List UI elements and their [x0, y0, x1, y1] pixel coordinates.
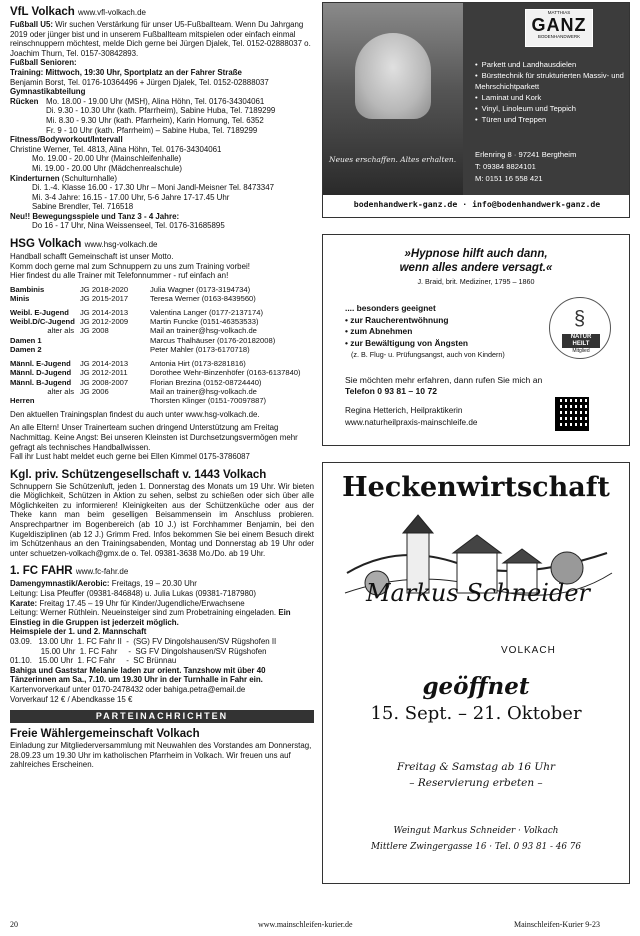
team-trainer: Peter Mahler (0173-6170718)	[150, 345, 250, 355]
service-item: • Laminat und Kork	[475, 92, 625, 103]
table-row	[10, 378, 314, 387]
kinder-label: Kinderturnen	[10, 173, 60, 183]
team-trainer: Teresa Werner (0163-8439560)	[150, 294, 256, 304]
ad-heckenwirtschaft	[322, 462, 630, 884]
dame-line	[10, 579, 314, 589]
table-row	[10, 387, 314, 396]
dame-text: Freitags, 19 – 20.30 Uhr	[111, 579, 197, 589]
team-year: JG 2008-2007	[80, 377, 129, 387]
team-team: Weibl.D/C-Jugend	[10, 317, 75, 327]
team-year: JG 2008	[80, 326, 109, 336]
vfl-u5	[10, 20, 314, 58]
fcfahr-url[interactable]: www.fc-fahr.de	[75, 567, 129, 577]
fcfahr-title: 1. FC FAHR	[10, 565, 73, 578]
hsg-eltern-contact: Fall ihr Lust habt meldet euch gerne bei Ellen Kimmel 0175-3786087	[10, 452, 250, 462]
seal-member: Mitglied	[572, 348, 590, 354]
table-row	[10, 326, 314, 335]
kgl-title: Kgl. priv. Schützengesellschaft v. 1443 Volkach	[10, 468, 267, 481]
team-trainer: Dorothee Wehr-Binzenhöfer (0163-6137840)	[150, 368, 301, 378]
leitung2-line	[10, 608, 314, 627]
team-trainer: Mail an trainer@hsg-volkach.de	[150, 326, 257, 336]
ruecken-line: Mi. 8.30 - 9.30 Uhr (kath. Pfarrheim), Karin Hornung, Tel. 6352	[46, 115, 264, 125]
team-trainer: Martin Funcke (0151-46353533)	[150, 317, 259, 327]
ganz-info-panel	[463, 3, 630, 195]
left-column	[10, 2, 314, 770]
hecken-dates: 15. Sept. – 21. Oktober	[370, 703, 582, 724]
ruecken-label: Rücken	[10, 96, 39, 106]
team-trainer: Marcus Thalhäuser (0176-20182008)	[150, 335, 276, 345]
ganz-contact	[475, 149, 576, 185]
ganz-tel: T: 09384 8824101	[475, 162, 536, 171]
neu-label: Neu!! Bewegungsspiele und Tanz 3 - 4 Jahre:	[10, 211, 180, 221]
hecken-address	[323, 823, 629, 855]
senioren-contact: Benjamin Borst, Tel. 0176-10364496 + Jürgen Djalek, Tel. 0152-02888037	[10, 77, 269, 87]
u5-label: Fußball U5:	[10, 20, 53, 29]
hsg-url[interactable]: www.hsg-volkach.de	[84, 240, 158, 250]
service-item: • Parkett und Landhausdielen	[475, 59, 625, 70]
team-trainer: Julia Wagner (0173-3194734)	[150, 284, 251, 294]
team-year: JG 2012-2009	[80, 317, 129, 327]
logo-sub: BODENHANDWERK	[537, 34, 581, 39]
team-trainer: Thorsten Klinger (0151-70097887)	[150, 396, 267, 406]
karate-line	[10, 599, 314, 609]
quote-author: J. Braid, brit. Mediziner, 1795 – 1860	[417, 277, 535, 286]
page-number: 20	[10, 920, 18, 929]
seal-text: NATUR HEILT	[562, 334, 600, 348]
team-team: Herren	[10, 396, 35, 406]
list-item: • zur Bewältigung von Ängsten	[345, 338, 505, 350]
table-row	[10, 285, 314, 294]
hsg-intro: Hier findest du alle Trainer mit Telefonnummer - ruf einfach an!	[10, 271, 229, 281]
team-team: Damen 2	[10, 345, 42, 355]
service-item: • Vinyl, Linoleum und Teppich	[475, 103, 625, 114]
team-team: Männl. B-Jugend	[10, 377, 72, 387]
hecken-times	[323, 759, 629, 791]
senioren-label: Fußball Senioren:	[10, 58, 77, 68]
aesculap-icon: §	[574, 308, 586, 330]
list-small: (z. B. Flug- u. Prüfungsangst, auch von Kindern)	[351, 350, 505, 359]
kgl-text: Schnuppern Sie Schützenluft, jeden 1. Donnerstag des Monats um 19 Uhr. Wir bieten die Möglichkeit, Schützen in Aktion zu sehen, selbst zu schießen oder sich über alle Möglichkeiten zu informieren! Kleinigkeiten aus der Schützenküche oder aus der Theke kann man beim geselligen Beisammensein im Anschluss probieren. Ansprechpartner im Bogenbereich (ab 10 J.) ist Forchhammer Benjamin, bei den Kugeldisziplinen (ab 12 J.) Grimm Fred. Infos bekommen Sie bei einem Besuch direkt im Schützenhaus an den Trainingsabenden, Montag und Donnerstag ab 19 Uhr oder unter schuetzen-volkach@gmx.de o. Tel. 09381-3638 Mo./Do. ab 19 Uhr.	[10, 481, 314, 558]
hsg-intro: Komm doch gerne mal zum Schnuppern zu uns zum Training vorbei!	[10, 261, 250, 271]
ruecken-block	[10, 97, 314, 135]
ganz-web[interactable]: bodenhandwerk-ganz.de · info@bodenhandwerk-ganz.de	[353, 199, 601, 209]
time-line: – Reservierung erbeten –	[409, 777, 543, 789]
fitness-line: Mo. 19.00 - 20.00 Uhr (Mainschleifenhalle)	[32, 154, 182, 164]
bahiga-bold: Bahiga und Gaststar Melanie laden zur orient. Tanzshow mit über 40 Tänzerinnen am Sa., 7.10. um 19.30 Uhr in der Turnhalle in Fahr ein.	[10, 665, 266, 685]
hypnose-sign	[345, 405, 477, 429]
vfl-url[interactable]: www.vfl-volkach.de	[77, 8, 146, 17]
fitness-line: Mi. 19.00 - 20.00 Uhr (Mädchenrealschule)	[32, 163, 182, 173]
team-trainer: Antonia Hirt (0173-8281816)	[150, 358, 246, 368]
hypnose-name: Regina Hetterich, Heilpraktikerin	[345, 406, 463, 415]
u5-text: Wir suchen Verstärkung für unser U5-Fußballteam. Wenn Du Jahrgang 2019 oder jünger bist und in unserem Fußballteam mitspielen oder einfach einmal reinschnuppern möchtest, melde Dich gerne bei Jürgen Djalek, Tel. 0152-02888037 o. Joachim Thurn, Tel. 0157-30842893.	[10, 20, 311, 58]
hypnose-quote	[323, 247, 629, 275]
parteinachrichten-bar: PARTEINACHRICHTEN	[10, 710, 314, 723]
table-row	[10, 368, 314, 377]
team-trainer: Florian Brezina (0152-08724440)	[150, 377, 262, 387]
list-item: • zum Abnehmen	[345, 326, 505, 338]
fitness-contact: Christine Werner, Tel. 4813, Alina Höhn, Tel. 0176-34304061	[10, 144, 222, 154]
team-team: Männl. D-Jugend	[10, 368, 72, 378]
vfl-heading	[10, 5, 314, 20]
hsg-team-table	[10, 285, 314, 406]
kinder-line: Sabine Brendler, Tel. 716518	[32, 202, 134, 212]
ruecken-line: Di. 9.30 - 10.30 Uhr (kath. Pfarrheim), Sabine Huba, Tel. 7189299	[46, 106, 276, 116]
gym-label: Gymnastikabteilung	[10, 87, 86, 97]
kinder-heading	[10, 174, 314, 184]
team-team: Minis	[10, 294, 30, 304]
list-item: • zur Raucherentwöhnung	[345, 315, 505, 327]
kinder-line: Mi. 3-4 Jahre: 16.15 - 17.00 Uhr, 5-6 Jahre 17-17.45 Uhr	[32, 192, 230, 202]
dame-label: Damengymnastik/Aerobic:	[10, 579, 110, 589]
senioren-training: Training: Mittwoch, 19:30 Uhr, Sportplatz an der Fahrer Straße	[10, 67, 242, 77]
hsg-title: HSG Volkach	[10, 238, 82, 251]
team-year: JG 2014-2013	[80, 358, 129, 368]
addr-line: Weingut Markus Schneider · Volkach	[393, 826, 559, 836]
ad-hypnose	[322, 234, 630, 446]
fitness-label: Fitness/Bodyworkout/Intervall	[10, 135, 123, 145]
ganz-mobile: M: 0151 16 558 421	[475, 174, 543, 183]
naturheilt-seal	[549, 297, 611, 359]
team-year: JG 2014-2013	[80, 307, 129, 317]
service-item: • Türen und Treppen	[475, 114, 625, 125]
table-row	[10, 336, 314, 345]
team-year: JG 2018-2020	[80, 284, 129, 294]
list-lead: .... besonders geeignet	[345, 303, 436, 313]
team-year	[80, 336, 150, 345]
team-year: JG 2012-2011	[80, 368, 128, 378]
ruecken-line: Mo. 18.00 - 19.00 Uhr (MSH), Alina Höhn, Tel. 0176-34304061	[46, 96, 265, 106]
partei-text: Einladung zur Mitgliederversammlung mit Neuwahlen des Vorstandes am Donnerstag, 28.09.23 um 19.30 Uhr im katholischen Pfarrheim in Volkach. Wir freuen uns auf zahlreiches Erscheinen.	[10, 741, 312, 770]
hypnose-list	[345, 303, 505, 361]
table-row	[10, 294, 314, 303]
footer-url[interactable]: www.mainschleifen-kurier.de	[258, 920, 353, 929]
hypnose-ask	[345, 375, 615, 397]
quote-line: »Hypnose hilft auch dann,	[404, 248, 548, 260]
ganz-tagline: Neues erschaffen. Altes erhalten.	[329, 155, 457, 164]
kinder-line: Di. 1.-4. Klasse 16.00 - 17.30 Uhr – Moni Jandl-Meisner Tel. 8473347	[32, 183, 274, 193]
qr-code-icon	[555, 397, 589, 431]
team-team: alter als	[47, 326, 74, 336]
heim-label: Heimspiele der 1. und 2. Mannschaft	[10, 627, 147, 637]
game-row: 03.09. 13.00 Uhr 1. FC Fahr II - (SG) FV Dingolshausen/SV Rügshofen II	[10, 637, 277, 646]
team-trainer: Mail an trainer@hsg-volkach.de	[150, 386, 257, 396]
vorverkauf: Vorverkauf 12 € / Abendkasse 15 €	[10, 694, 133, 704]
ad-ganz	[322, 2, 630, 218]
team-year	[80, 396, 150, 405]
ganz-service-list	[475, 59, 625, 125]
hsg-intro: Handball schafft Gemeinschaft ist unser Motto.	[10, 252, 174, 262]
hsg-eltern: An alle Eltern! Unser Trainerteam suchen dringend Unterstützung am Freitag Nachmittag. Keine Angst: Bei unseren Kleinsten ist Durchsetzungsvermögen mehr gefragt als technisches Handballwissen.	[10, 423, 298, 452]
hecken-title: Heckenwirtschaft	[342, 472, 610, 503]
team-team: Damen 1	[10, 335, 42, 345]
team-team: Bambinis	[10, 284, 45, 294]
logo-top: MATTHIAS	[547, 10, 571, 15]
vfl-title: VfL Volkach	[10, 6, 75, 18]
footer-issue: Mainschleifen-Kurier 9-23	[514, 920, 600, 929]
team-team: Männl. E-Jugend	[10, 358, 71, 368]
table-row	[10, 396, 314, 405]
time-line: Freitag & Samstag ab 16 Uhr	[396, 761, 556, 773]
table-row	[10, 359, 314, 368]
leitung1: Leitung: Lisa Pfeuffer (09381-846848) u. Julia Lukas (09381-7187980)	[10, 589, 256, 599]
hypnose-phone: Telefon 0 93 81 – 10 72	[345, 386, 438, 396]
ganz-address: Erlenring 8 · 97241 Bergtheim	[475, 150, 577, 159]
quote-line: wenn alles andere versagt.«	[399, 262, 553, 274]
game-row: 15.00 Uhr 1. FC Fahr - SG FV Dingolshausen/SV Rügshofen	[10, 646, 267, 656]
addr-line: Mittlere Zwingergasse 16 · Tel. 0 93 81 - 46 76	[371, 842, 581, 852]
neu-line: Do 16 - 17 Uhr, Nina Weissenseel, Tel. 0176-31685895	[32, 221, 225, 231]
bahiga-text: Kartenvorverkauf unter 0170-2478432 oder bahiga.petra@email.de	[10, 684, 246, 694]
ask-text: Sie möchten mehr erfahren, dann rufen Sie mich an	[345, 375, 543, 385]
hecken-place: VOLKACH	[501, 645, 556, 656]
hsg-heading	[10, 237, 314, 252]
karate-text: Freitag 17.45 – 19 Uhr für Kinder/Jugendliche/Erwachsene	[39, 598, 245, 608]
baby-feet-photo	[323, 3, 463, 195]
right-column	[322, 2, 630, 884]
feet-shape	[355, 33, 431, 119]
team-year	[80, 345, 150, 354]
service-item: • Bürsttechnik für strukturierten Massiv- und Mehrschichtparkett	[475, 70, 625, 92]
team-team: Weibl. E-Jugend	[10, 307, 69, 317]
team-year: JG 2006	[80, 386, 109, 396]
team-team: alter als	[47, 386, 74, 396]
table-row	[10, 317, 314, 326]
hecken-open: geöffnet	[422, 673, 530, 700]
kinder-note: (Schulturnhalle)	[61, 173, 118, 183]
einstieg: Ein Einstieg in die Gruppen ist jederzeit möglich.	[10, 608, 291, 627]
hypnose-web[interactable]: www.naturheilpraxis-mainschleife.de	[345, 418, 478, 427]
hsg-plan: Den aktuellen Trainingsplan findest du auch unter www.hsg-volkach.de.	[10, 409, 260, 419]
hecken-signature: Markus Schneider	[365, 579, 590, 607]
table-row	[10, 308, 314, 317]
table-row	[10, 345, 314, 354]
team-trainer: Valentina Langer (0177-2137174)	[150, 307, 264, 317]
karate-label: Karate:	[10, 598, 38, 608]
logo-name: GANZ	[531, 15, 587, 35]
partei-title: Freie Wählergemeinschaft Volkach	[10, 728, 200, 741]
ganz-logo	[525, 9, 593, 47]
fcfahr-heading	[10, 564, 314, 579]
team-year: JG 2015-2017	[80, 294, 129, 304]
ruecken-line: Fr. 9 - 10 Uhr (kath. Pfarrheim) – Sabine Huba, Tel. 7189299	[46, 125, 258, 135]
game-row: 01.10. 15.00 Uhr 1. FC Fahr - SC Brünnau	[10, 656, 177, 666]
leitung2: Leitung: Werner Rüthlein. Neueinsteiger sind zum Probetraining eingeladen.	[10, 608, 277, 618]
